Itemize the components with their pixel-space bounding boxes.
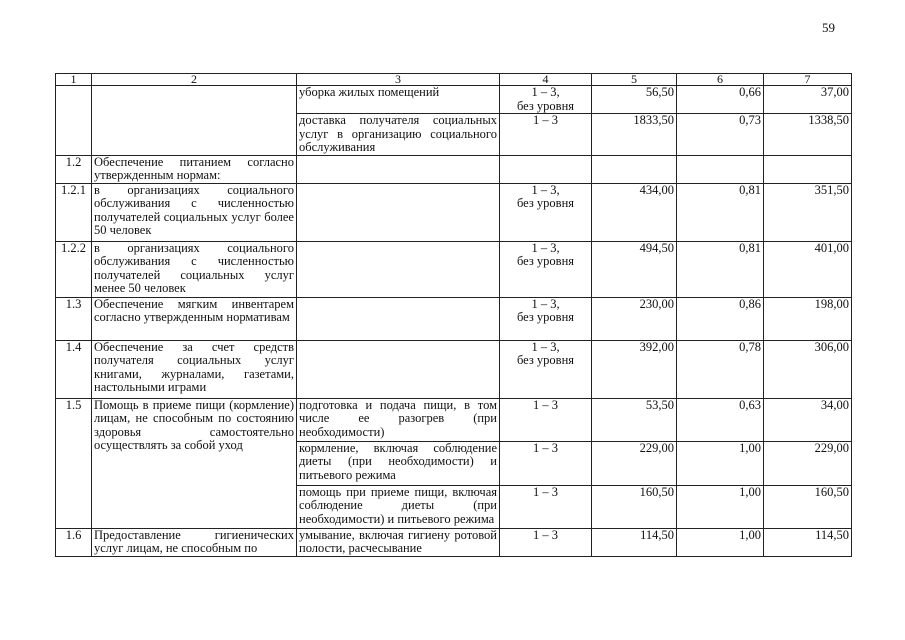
level-note: без уровня bbox=[516, 353, 575, 367]
row-number-cell: 1.2 bbox=[56, 155, 92, 183]
service-name-cell: Обеспечение питанием согласно утвержденным нормам: bbox=[92, 155, 297, 183]
row-number-cell: 1.3 bbox=[56, 297, 92, 340]
tariff-cell: 494,50 bbox=[592, 241, 677, 297]
table-row bbox=[56, 86, 852, 114]
row-number-cell: 1.2.2 bbox=[56, 241, 92, 297]
level-cell: 1 – 3 bbox=[500, 398, 592, 441]
level-note: без уровня bbox=[516, 196, 575, 210]
table-row bbox=[56, 340, 852, 398]
price-cell: 114,50 bbox=[764, 528, 852, 556]
level-cell: 1 – 3 bbox=[500, 441, 592, 485]
service-detail-cell: подготовка и подача пищи, в том числе ее разогрев (при необходимости) bbox=[297, 398, 500, 441]
page-number: 59 bbox=[822, 20, 835, 35]
service-name-cell: Обеспечение за счет средств получателя социальных услуг книгами, журналами, газетами, настольными играми bbox=[92, 340, 297, 398]
level-cell bbox=[500, 297, 592, 340]
service-name-cell: в организациях социального обслуживания с численностью получателей социальных услуг менее 50 человек bbox=[92, 241, 297, 297]
price-cell: 306,00 bbox=[764, 340, 852, 398]
level-range: 1 – 3, bbox=[531, 297, 560, 311]
coefficient-cell: 0,73 bbox=[677, 114, 764, 156]
service-detail-cell: уборка жилых помещений bbox=[297, 86, 500, 114]
coefficient-cell: 1,00 bbox=[677, 441, 764, 485]
header-cell: 2 bbox=[92, 74, 297, 86]
level-range: 1 – 3, bbox=[531, 241, 560, 255]
level-cell: 1 – 3 bbox=[500, 114, 592, 156]
table-row bbox=[56, 297, 852, 340]
coefficient-cell bbox=[677, 155, 764, 183]
header-cell: 4 bbox=[500, 74, 592, 86]
price-cell: 198,00 bbox=[764, 297, 852, 340]
header-cell: 3 bbox=[297, 74, 500, 86]
level-range: 1 – 3, bbox=[531, 340, 560, 354]
price-cell: 34,00 bbox=[764, 398, 852, 441]
table-row bbox=[56, 183, 852, 241]
service-name-cell: в организациях социального обслуживания с численностью получателей социальных услуг более 50 человек bbox=[92, 183, 297, 241]
level-cell bbox=[500, 183, 592, 241]
service-name-cell: Обеспечение мягким инвентарем согласно утвержденным нормативам bbox=[92, 297, 297, 340]
tariff-cell: 114,50 bbox=[592, 528, 677, 556]
price-cell: 229,00 bbox=[764, 441, 852, 485]
service-detail-cell bbox=[297, 340, 500, 398]
price-cell: 160,50 bbox=[764, 485, 852, 528]
level-note: без уровня bbox=[516, 98, 575, 113]
service-detail-cell bbox=[297, 155, 500, 183]
price-cell: 1338,50 bbox=[764, 114, 852, 156]
service-detail-cell bbox=[297, 183, 500, 241]
level-cell bbox=[500, 155, 592, 183]
level-cell: 1 – 3 bbox=[500, 485, 592, 528]
level-cell: 1 – 3 bbox=[500, 528, 592, 556]
service-detail-cell: доставка получателя социальных услуг в организацию социального обслуживания bbox=[297, 114, 500, 156]
coefficient-cell: 0,81 bbox=[677, 241, 764, 297]
level-cell bbox=[500, 86, 592, 114]
level-note: без уровня bbox=[516, 310, 575, 324]
row-number-cell: 1.4 bbox=[56, 340, 92, 398]
coefficient-cell: 0,78 bbox=[677, 340, 764, 398]
level-range: 1 – 3, bbox=[531, 183, 560, 197]
service-name-cell: Помощь в приеме пищи (кормление) лицам, не способным по состоянию здоровья самостоятельно осуществлять за собой уход bbox=[92, 398, 297, 528]
level-range: 1 – 3, bbox=[531, 85, 560, 99]
header-cell: 6 bbox=[677, 74, 764, 86]
tariff-table bbox=[55, 73, 852, 557]
tariff-cell: 53,50 bbox=[592, 398, 677, 441]
row-number-cell: 1.2.1 bbox=[56, 183, 92, 241]
level-note: без уровня bbox=[516, 254, 575, 268]
tariff-cell: 1833,50 bbox=[592, 114, 677, 156]
coefficient-cell: 1,00 bbox=[677, 528, 764, 556]
tariff-cell: 229,00 bbox=[592, 441, 677, 485]
header-cell: 7 bbox=[764, 74, 852, 86]
price-cell: 351,50 bbox=[764, 183, 852, 241]
price-cell bbox=[764, 155, 852, 183]
tariff-cell: 56,50 bbox=[592, 86, 677, 114]
table-row bbox=[56, 398, 852, 441]
service-detail-cell bbox=[297, 297, 500, 340]
service-detail-cell: кормление, включая соблюдение диеты (при необходимости) и питьевого режима bbox=[297, 441, 500, 485]
level-cell bbox=[500, 340, 592, 398]
service-detail-cell: помощь при приеме пищи, включая соблюдение диеты (при необходимости) и питьевого режима bbox=[297, 485, 500, 528]
row-number-cell: 1.6 bbox=[56, 528, 92, 556]
tariff-cell: 230,00 bbox=[592, 297, 677, 340]
coefficient-cell: 0,86 bbox=[677, 297, 764, 340]
row-number-cell: 1.5 bbox=[56, 398, 92, 528]
table-row bbox=[56, 155, 852, 183]
table-row bbox=[56, 241, 852, 297]
header-cell: 1 bbox=[56, 74, 92, 86]
service-detail-cell bbox=[297, 241, 500, 297]
coefficient-cell: 1,00 bbox=[677, 485, 764, 528]
coefficient-cell: 0,81 bbox=[677, 183, 764, 241]
column-number-header bbox=[56, 74, 852, 86]
tariff-cell: 160,50 bbox=[592, 485, 677, 528]
price-cell: 37,00 bbox=[764, 86, 852, 114]
tariff-cell: 434,00 bbox=[592, 183, 677, 241]
service-name-cell bbox=[92, 86, 297, 156]
service-name-cell: Предоставление гигиенических услуг лицам, не способным по bbox=[92, 528, 297, 556]
service-detail-cell: умывание, включая гигиену ротовой полости, расчесывание bbox=[297, 528, 500, 556]
coefficient-cell: 0,63 bbox=[677, 398, 764, 441]
price-cell: 401,00 bbox=[764, 241, 852, 297]
row-number-cell bbox=[56, 86, 92, 156]
tariff-cell bbox=[592, 155, 677, 183]
table-row bbox=[56, 528, 852, 556]
level-cell bbox=[500, 241, 592, 297]
coefficient-cell: 0,66 bbox=[677, 86, 764, 114]
header-cell: 5 bbox=[592, 74, 677, 86]
tariff-cell: 392,00 bbox=[592, 340, 677, 398]
